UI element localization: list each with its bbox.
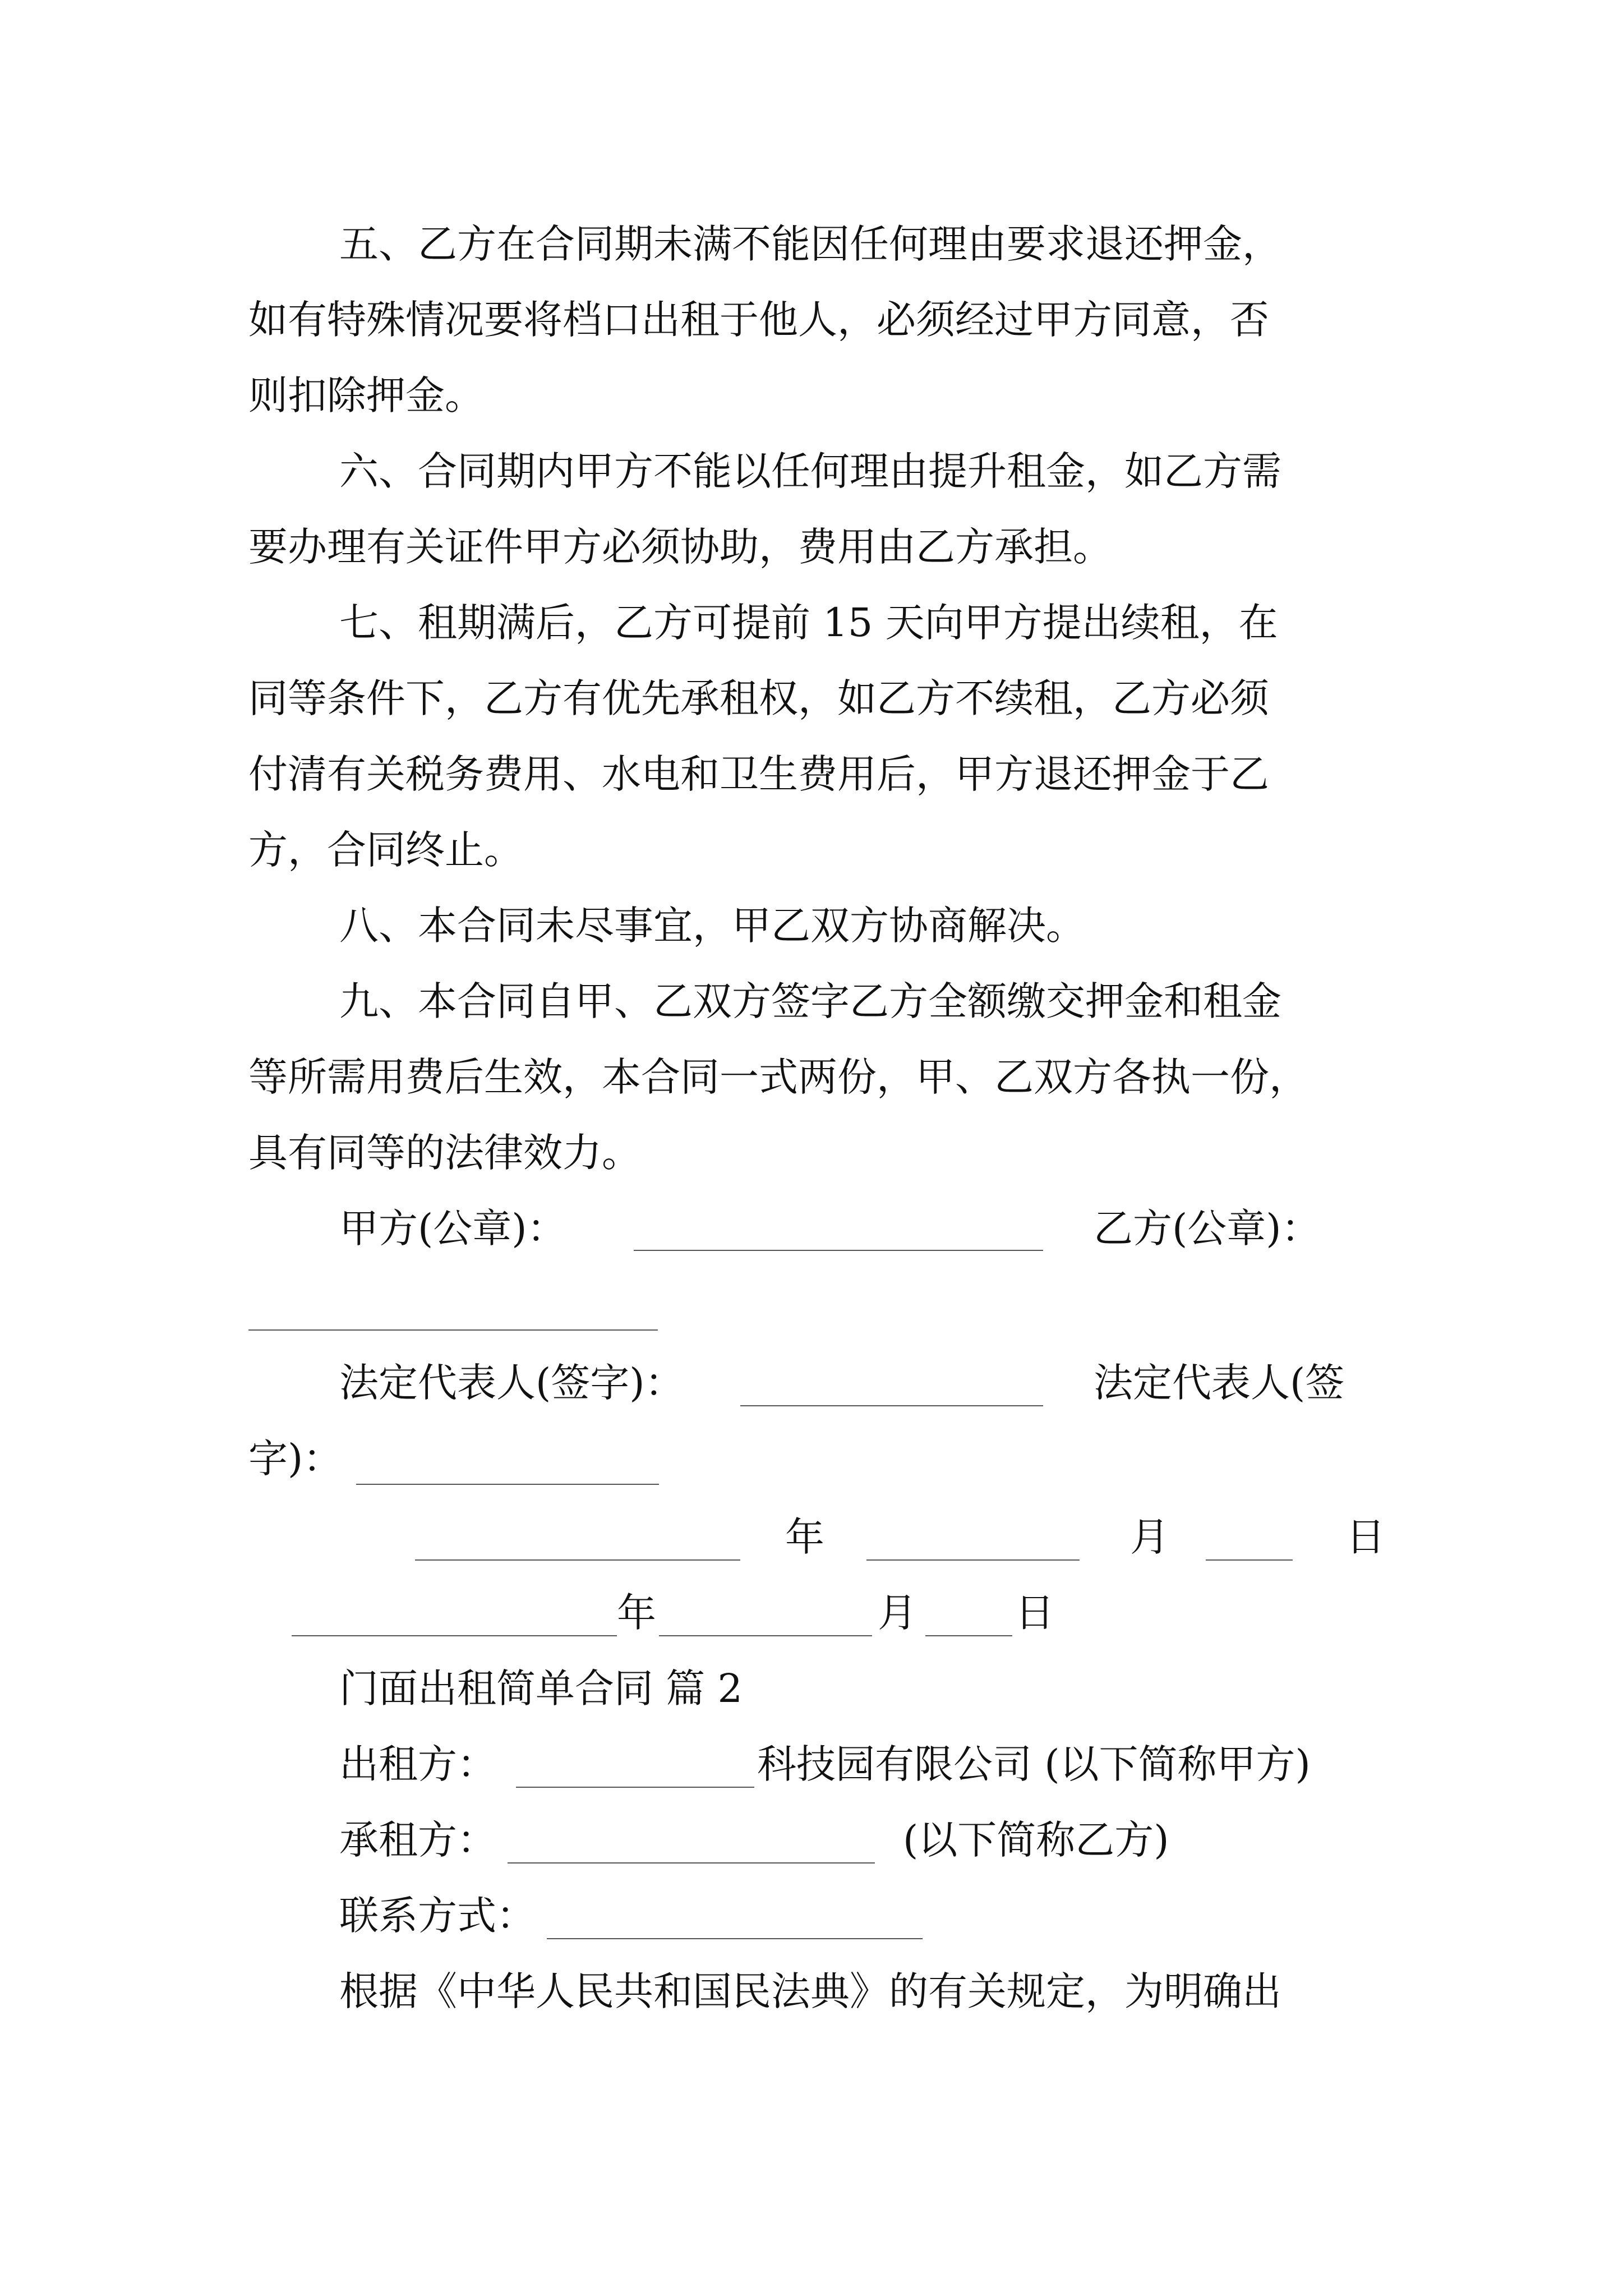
party-a-seal-label: 甲方(公章)： (339, 1205, 566, 1251)
lessor-label: 出租方： (339, 1741, 496, 1787)
clause-5-line-2: 如有特殊情况要将档口出租于他人，必须经过甲方同意，否 (248, 297, 1269, 343)
clause-7-line-1: 七、租期满后，乙方可提前 15 天向甲方提出续租，在 (339, 600, 1278, 646)
date-a-month-blank (866, 1559, 1080, 1561)
date-b-year-blank (292, 1635, 617, 1636)
clause-8-line-1: 八、本合同未尽事宜，甲乙双方协商解决。 (339, 903, 1085, 949)
lessee-blank (508, 1862, 875, 1864)
date-a-day-blank (1206, 1559, 1293, 1561)
rep-a-label: 法定代表人(签字)： (339, 1360, 684, 1406)
clause-6-line-1: 六、合同期内甲方不能以任何理由提升租金，如乙方需 (339, 448, 1281, 494)
clause-7-line-4: 方，合同终止。 (248, 827, 523, 873)
clause-9-line-1: 九、本合同自甲、乙双方签字乙方全额缴交押金和租金 (339, 978, 1281, 1024)
rep-b-blank (356, 1484, 659, 1485)
section-2-title: 门面出租简单合同 篇 2 (339, 1665, 743, 1711)
rep-a-blank (740, 1405, 1043, 1406)
contact-blank (547, 1938, 923, 1939)
date-a-month-label: 月 (1130, 1514, 1169, 1560)
lessee-suffix: (以下简称乙方) (903, 1817, 1169, 1863)
party-b-seal-blank (248, 1329, 658, 1331)
date-b-month-label: 月 (878, 1590, 917, 1636)
rep-b-label-part1: 法定代表人(签 (1094, 1360, 1345, 1406)
clause-9-line-3: 具有同等的法律效力。 (248, 1130, 641, 1176)
date-b-day-blank (925, 1635, 1012, 1636)
date-a-year-label: 年 (785, 1514, 824, 1560)
clause-5-line-3: 则扣除押金。 (248, 372, 484, 418)
party-a-seal-blank (634, 1250, 1043, 1251)
date-a-day-label: 日 (1346, 1514, 1385, 1560)
date-a-year-blank (415, 1559, 740, 1561)
clause-9-line-2: 等所需用费后生效，本合同一式两份，甲、乙双方各执一份， (248, 1054, 1308, 1100)
date-b-day-label: 日 (1015, 1590, 1054, 1636)
lessor-suffix: 科技园有限公司 (以下简称甲方) (757, 1741, 1311, 1787)
clause-5-line-1: 五、乙方在合同期未满不能因任何理由要求退还押金， (339, 221, 1281, 267)
section-2-intro: 根据《中华人民共和国民法典》的有关规定，为明确出 (339, 1968, 1281, 2014)
rep-b-label-part2: 字)： (248, 1435, 343, 1481)
lessor-blank (516, 1787, 754, 1788)
date-b-month-blank (659, 1635, 872, 1636)
date-b-year-label: 年 (617, 1590, 656, 1636)
clause-7-line-2: 同等条件下，乙方有优先承租权，如乙方不续租，乙方必须 (248, 675, 1269, 721)
clause-7-line-3: 付清有关税务费用、水电和卫生费用后，甲方退还押金于乙 (248, 751, 1269, 797)
clause-6-line-2: 要办理有关证件甲方必须协助，费用由乙方承担。 (248, 524, 1112, 570)
party-b-seal-label: 乙方(公章)： (1094, 1205, 1321, 1251)
contact-label: 联系方式： (339, 1893, 536, 1939)
lessee-label: 承租方： (339, 1817, 496, 1863)
